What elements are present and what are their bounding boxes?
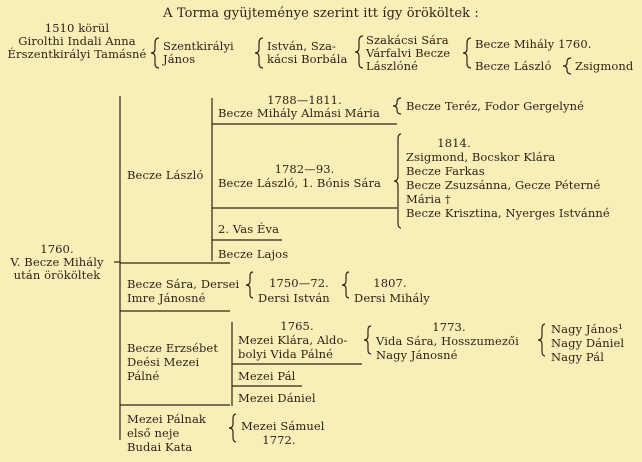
child-krisztina: Becze Krisztina, Nyerges Istvánné [406,206,610,220]
brace-gen3 [463,38,471,68]
gen3-line-3: Lászlóné [366,59,419,73]
erzsebet-mezei-pal: Mezei Pál [238,369,296,383]
gen4-laszlo: Becze László [475,59,552,73]
heir-after: után örököltek [13,268,101,282]
first-wife-label-1: Mezei Pálnak [127,412,206,426]
laszlo-second-years: 1782—93. [274,162,335,176]
gen1-line-1: Szentkirályi [163,39,234,53]
sara-label-2: Imre Jánosné [127,291,206,305]
brace-second-children [394,134,401,228]
sara-dersi-istvan: Dersi István [258,291,330,305]
brace-gen2 [355,36,363,68]
first-wife-label-2: első neje [127,426,180,440]
brace-gen1 [255,38,263,68]
laszlo-second-name: Becze László, 1. Bónis Sára [218,176,382,190]
first-wife-samuel: Mezei Sámuel [241,419,325,433]
root-name-2: Érszentkirályi Tamásné [7,47,147,61]
nagy-janos: Nagy János¹ [551,322,623,336]
gen2-line-2: kácsi Borbála [267,52,348,66]
sara-label-1: Becze Sára, Dersei [127,277,240,291]
erzsebet-year: 1765. [280,319,314,333]
nagy-daniel: Nagy Dániel [551,336,625,350]
heir-name: V. Becze Mihály [10,255,104,269]
laszlo-first-years: 1788—1811. [267,93,342,107]
gen4-mihaly: Becze Mihály 1760. [475,37,592,51]
child-farkas: Becze Farkas [406,164,485,178]
gen4-zsigmond: Zsigmond [575,59,634,73]
heir-year: 1760. [40,242,74,256]
child-maria: Mária † [406,192,451,206]
root-name-1: Girolthi Indali Anna [18,34,136,48]
erzsebet-vida-2: Nagy Jánosné [376,348,458,362]
brace-vida [538,324,545,356]
sara-year2: 1807. [373,276,407,290]
gen3-line-2: Várfalvi Becze [366,46,451,60]
brace-first-wife [229,414,236,442]
child-zsigmond: Zsigmond, Bocskor Klára [406,150,556,164]
erzsebet-year2: 1773. [432,320,466,334]
laszlo-second-year-children: 1814. [437,136,471,150]
brace-zsigmond [563,58,571,74]
root-year: 1510 körül [44,21,110,35]
laszlo-lajos: Becze Lajos [218,247,289,261]
page-heading: A Torma gyüjteménye szerint itt így örököltek : [163,6,479,21]
first-wife-year: 1772. [262,433,296,447]
sara-dersi-mihaly: Dersi Mihály [354,291,430,305]
laszlo-branch-label: Becze László [127,168,204,182]
gen1-line-2: János [163,52,196,66]
erzsebet-label-2: Deési Mezei [127,355,200,369]
erzsebet-klara-2: bolyi Vida Pálné [238,347,334,361]
laszlo-first-name: Becze Mihály Almási Mária [218,106,380,120]
erzsebet-mezei-daniel: Mezei Dániel [238,391,316,405]
brace-klara [364,326,371,354]
erzsebet-label-1: Becze Erzsébet [127,341,219,355]
erzsebet-label-3: Pálné [127,369,160,383]
child-zsuzsanna: Becze Zsuzsánna, Gecze Péterné [406,178,601,192]
gen2-line-1: István, Sza- [267,39,337,53]
sara-years: 1750—72. [269,276,329,290]
laszlo-first-children: Becze Teréz, Fodor Gergelyné [406,99,585,113]
laszlo-vas-eva: 2. Vas Éva [218,222,280,236]
erzsebet-vida-1: Vida Sára, Hosszumezői [376,334,519,348]
first-wife-label-3: Budai Kata [127,440,193,454]
gen3-line-1: Szakácsi Sára [366,33,449,47]
nagy-pal: Nagy Pál [551,350,604,364]
brace-sara [246,272,253,298]
erzsebet-klara-1: Mezei Klára, Aldo- [238,333,348,347]
